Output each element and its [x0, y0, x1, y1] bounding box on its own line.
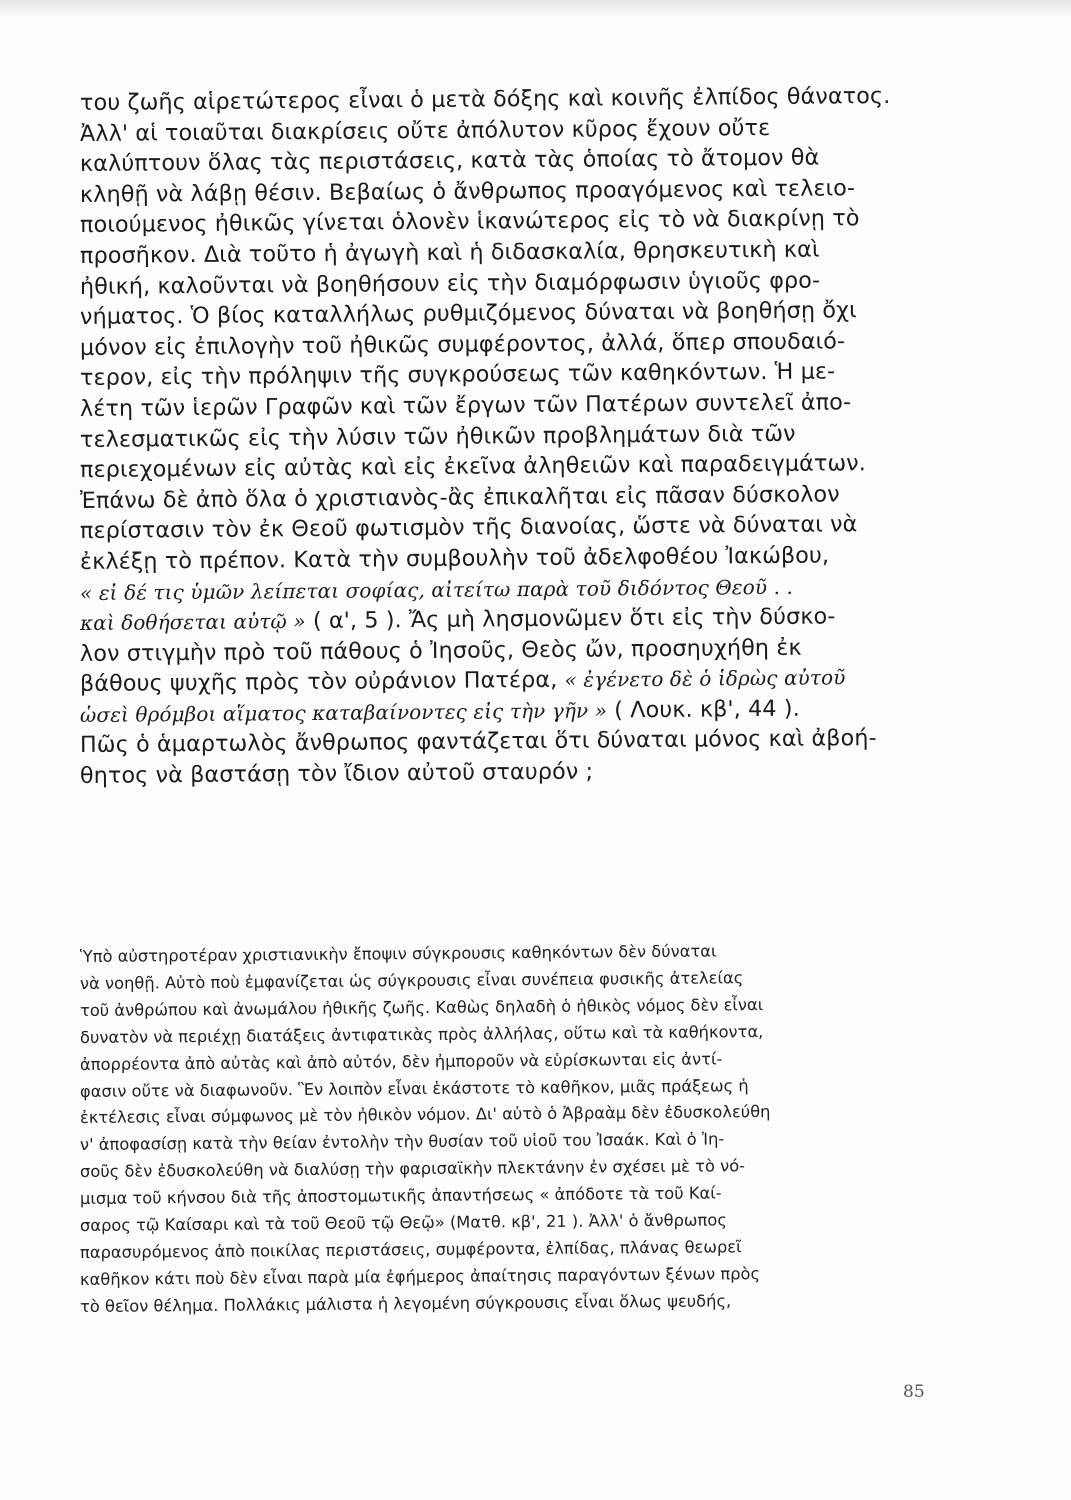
body-text-segment: ἠθική, καλοῦνται νὰ βοηθήσουν εἰς τὴν διαμόρφωσιν ὑγιοῦς φρο- [79, 267, 821, 300]
footnote-line: ν' ἀποφασίσῃ κατὰ τὴν θείαν ἐντολὴν τὴν θυσίαν τοῦ υἱοῦ του Ἰσαάκ. Καὶ ὁ Ἰη- [79, 1129, 725, 1155]
body-text-segment: προσῆκον. Διὰ τοῦτο ἡ ἀγωγὴ καὶ ἡ διδασκαλία, θρησκευτικὴ καὶ [79, 236, 820, 269]
body-text-segment: λον στιγμὴν πρὸ τοῦ πάθους ὁ Ἰησοῦς, Θεὸς ὤν, προσηυχήθη ἐκ [79, 634, 802, 667]
page-top-shadow [0, 0, 1071, 18]
footnote-line: σαρος τῷ Καίσαρι καὶ τὰ τοῦ Θεοῦ τῷ Θεῷ» (Ματθ. κβ', 21 ). Ἀλλ' ὁ ἄνθρωπος [79, 1210, 727, 1236]
footnote-line: νὰ νοηθῇ. Αὐτὸ ποὺ ἐμφανίζεται ὡς σύγκρουσις εἶναι συνέπεια φυσικῆς ἀτελείας [79, 968, 744, 993]
body-line [80, 754, 940, 792]
body-text-segment: Ἀλλ' αἱ τοιαῦται διακρίσεις οὔτε ἀπόλυτον κῦρος ἔχουν οὔτε [79, 114, 771, 147]
body-text-segment: ἐκλέξῃ τὸ πρέπον. Κατὰ τὴν συμβουλὴν τοῦ ἀδελφοθέου Ἰακώβου, [79, 542, 830, 575]
body-text-segment: μόνον εἰς ἐπιλογὴν τοῦ ἠθικῶς συμφέροντος, ἀλλά, ὅπερ σπουδαιό- [79, 328, 846, 361]
body-text-segment: του ζωῆς αἱρετώτερος εἶναι ὁ μετὰ δόξης καὶ κοινῆς ἐλπίδος θάνατος. [79, 82, 891, 116]
footnote-line: Ὑπὸ αὐστηροτέραν χριστιανικὴν ἔποψιν σύγκρουσις καθηκόντων δὲν δύναται [79, 941, 717, 966]
body-text-segment: τελεσματικῶς εἰς τὴν λύσιν τῶν ἠθικῶν προβλημάτων διὰ τῶν [79, 420, 796, 453]
body-text-segment: καλύπτουν ὅλας τὰς περιστάσεις, κατὰ τὰς ὁποίας τὸ ἄτομον θὰ [79, 144, 820, 178]
page-number: 85 [903, 1382, 925, 1402]
footnote-line: δυνατὸν νὰ περιέχῃ διατάξεις ἀντιφατικὰς πρὸς ἀλλήλας, οὕτω καὶ τὰ καθήκοντα, [79, 1021, 764, 1047]
footnote-line: τοῦ ἀνθρώπου καὶ ἀνωμάλου ἠθικῆς ζωῆς. Καθὼς δηλαδὴ ὁ ἠθικὸς νόμος δὲν εἶναι [79, 994, 764, 1020]
footnote-line: παρασυρόμενος ἀπὸ ποικίλας περιστάσεις, συμφέροντα, ἐλπίδας, πλάνας θεωρεῖ [79, 1237, 742, 1262]
quotation-text: « ἐγένετο δὲ ὁ ἱδρὼς αὐτοῦ [564, 665, 846, 693]
body-text-segment: κληθῇ νὰ λάβῃ θέσιν. Βεβαίως ὁ ἄνθρωπος προαγόμενος καὶ τελειο- [79, 175, 856, 208]
body-text-segment: ποιούμενος ἠθικῶς γίνεται ὁλονὲν ἱκανώτερος εἰς τὸ νὰ διακρίνῃ τὸ [79, 205, 860, 239]
body-text-segment: Ἐπάνω δὲ ἀπὸ ὅλα ὁ χριστιανὸς-ἂς ἐπικαλῆται εἰς πᾶσαν δύσκολον [79, 481, 840, 514]
body-text-segment: λέτη τῶν ἱερῶν Γραφῶν καὶ τῶν ἔργων τῶν Πατέρων συντελεῖ ἀπο- [79, 389, 852, 422]
quotation-text: ὡσεὶ θρόμβοι αἵματος καταβαίνοντες εἰς τὴν γῆν » [79, 698, 608, 727]
body-text-segment: νήματος. Ὁ βίος καταλλήλως ρυθμιζόμενος δύναται νὰ βοηθήσῃ ὄχι [79, 297, 857, 331]
footnote-line: ἐκτέλεσις εἶναι σύμφωνος μὲ τὸν ἠθικὸν νόμον. Δι' αὐτὸ ὁ Ἀβραὰμ δὲν ἐδυσκολεύθη [79, 1102, 771, 1128]
main-body-text [79, 82, 940, 792]
footnote-line: καθῆκον κάτι ποὺ δὲν εἶναι παρὰ μία ἐφήμερος ἀπαίτησις παραγόντων ξένων πρὸς [79, 1263, 761, 1289]
body-text-segment: περίστασιν τὸν ἐκ Θεοῦ φωτισμὸν τῆς διανοίας, ὥστε νὰ δύναται νὰ [79, 511, 858, 545]
footnote-line: σοῦς δὲν ἐδυσκολεύθη νὰ διαλύσῃ τὴν φαρισαϊκὴν πλεκτάνην ἐν σχέσει μὲ τὸ νό- [79, 1156, 746, 1182]
quotation-text: καὶ δοθήσεται αὐτῷ » [79, 609, 306, 636]
footnote-line: τὸ θεῖον θέλημα. Πολλάκις μάλιστα ἡ λεγομένη σύγκρουσις εἶναι ὅλως ψευδής, [79, 1291, 732, 1316]
footnote-line: φασιν οὔτε νὰ διαφωνοῦν. Ἓν λοιπὸν εἶναι ἑκάστοτε τὸ καθῆκον, μιᾶς πράξεως ἡ [79, 1075, 749, 1101]
body-text-segment: βάθους ψυχῆς πρὸς τὸν οὐράνιον Πατέρα, [79, 667, 565, 698]
body-text-segment: ( α', 5 ). Ἄς μὴ λησμονῶμεν ὅτι εἰς τὴν δύσκο- [305, 603, 836, 635]
body-text-segment: τερον, εἰς τὴν πρόληψιν τῆς συγκρούσεως τῶν καθηκόντων. Ἡ με- [79, 358, 836, 392]
quotation-text: « εἰ δέ τις ὑμῶν λείπεται σοφίας, αἰτείτω παρὰ τοῦ διδόντος Θεοῦ . . [79, 574, 793, 605]
footnote-line: ἀπορρέοντα ἀπὸ αὐτὰς καὶ ἀπὸ αὐτόν, δὲν ἠμποροῦν νὰ εὑρίσκωνται εἰς ἀντί- [79, 1049, 723, 1074]
body-text-segment: ( Λουκ. κβ', 44 ). [606, 695, 800, 724]
footnote-block [79, 941, 940, 1321]
footnote-line: μισμα τοῦ κήνσου διὰ τῆς ἀποστομωτικῆς ἀπαντήσεως « ἀπόδοτε τὰ τοῦ Καί- [79, 1183, 722, 1209]
body-text-segment: περιεχομένων εἰς αὐτὰς καὶ εἰς ἐκεῖνα ἀληθειῶν καὶ παραδειγμάτων. [79, 450, 867, 484]
body-text-segment: θητος νὰ βαστάσῃ τὸν ἴδιον αὐτοῦ σταυρόν ; [79, 758, 594, 790]
body-text-segment: Πῶς ὁ ἁμαρτωλὸς ἄνθρωπος φαντάζεται ὅτι δύναται μόνος καὶ ἀβοή- [79, 725, 877, 759]
